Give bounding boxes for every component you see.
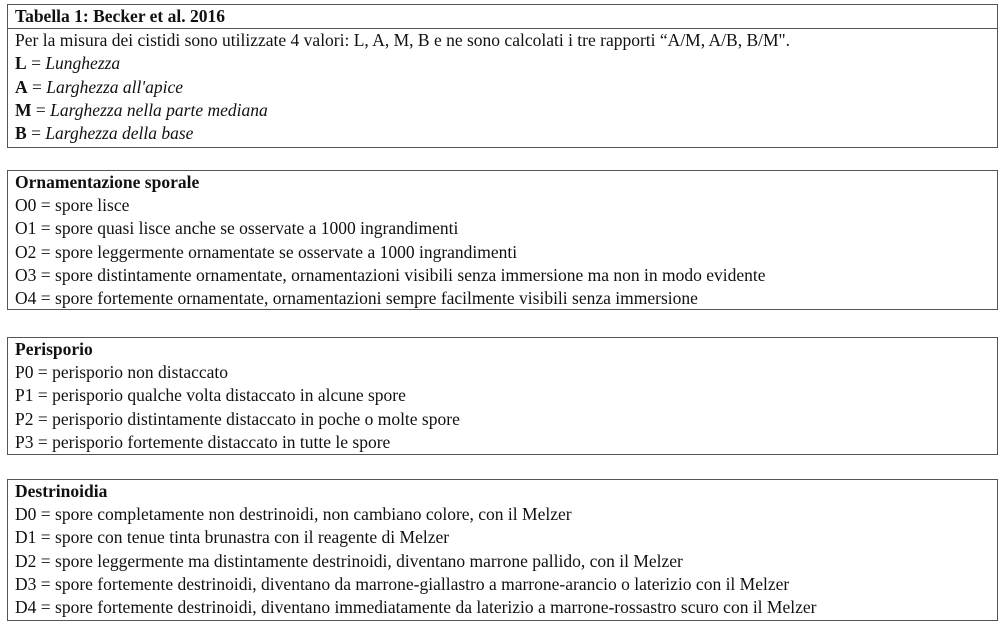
destrinoidia-box	[7, 479, 998, 621]
destrinoidia-title: Destrinoidia	[15, 481, 108, 501]
def-row-b	[8, 122, 997, 145]
destrinoidia-item-d0: D0 = spore completamente non destrinoidi, non cambiano colore, con il Melzer	[15, 504, 572, 525]
ornamentazione-title: Ornamentazione sporale	[15, 172, 200, 192]
perisporio-item-p1: P1 = perisporio qualche volta distaccato in alcune spore	[15, 385, 406, 406]
def-eq-m: =	[31, 99, 51, 120]
perisporio-item-p2: P2 = perisporio distintamente distaccato in poche o molte spore	[15, 408, 460, 429]
perisporio-item-p0: P0 = perisporio non distaccato	[15, 362, 229, 383]
destrinoidia-item-d2: D2 = spore leggermente ma distintamente destrinoidi, diventano marrone pallido, con il Melzer	[15, 550, 683, 571]
def-value-m: Larghezza nella parte mediana	[50, 99, 268, 120]
def-key-m: M	[15, 99, 32, 120]
ornamentazione-item-o0: O0 = spore lisce	[15, 195, 130, 216]
def-key-a: A	[15, 76, 28, 97]
def-row-a	[8, 76, 997, 99]
def-key-l: L	[15, 53, 27, 74]
def-value-a: Larghezza all'apice	[46, 76, 184, 97]
ornamentazione-item-o1: O1 = spore quasi lisce anche se osservate a 1000 ingrandimenti	[15, 218, 459, 239]
destrinoidia-item-d1: D1 = spore con tenue tinta brunastra con il reagente di Melzer	[15, 527, 450, 548]
perisporio-box	[7, 337, 998, 455]
destrinoidia-item-d4: D4 = spore fortemente destrinoidi, diventano immediatamente da laterizio a marrone-rossastro scuro con il Melzer	[15, 596, 817, 617]
ornamentazione-item-o3: O3 = spore distintamente ornamentate, ornamentazioni visibili senza immersione ma non in modo evidente	[15, 264, 766, 285]
perisporio-item-p3: P3 = perisporio fortemente distaccato in tutte le spore	[15, 431, 391, 452]
ornamentazione-box	[7, 170, 998, 310]
table-intro: Per la misura dei cistidi sono utilizzate 4 valori: L, A, M, B e ne sono calcolati i tre rapporti “A/M, A/B, B/M".	[15, 30, 791, 51]
ornamentazione-item-o2: O2 = spore leggermente ornamentate se osservate a 1000 ingrandimenti	[15, 241, 518, 262]
table-becker-box	[7, 4, 998, 148]
def-value-l: Lunghezza	[45, 53, 121, 74]
def-row-m	[8, 99, 997, 122]
ornamentazione-item-o4: O4 = spore fortemente ornamentate, ornamentazioni sempre facilmente visibili senza immersione	[15, 287, 698, 308]
def-row-l	[8, 52, 997, 75]
def-eq-b: =	[26, 122, 46, 143]
def-value-b: Larghezza della base	[45, 122, 194, 143]
def-eq-l: =	[26, 53, 46, 74]
destrinoidia-item-d3: D3 = spore fortemente destrinoidi, diventano da marrone-giallastro a marrone-arancio o laterizio con il Melzer	[15, 573, 790, 594]
perisporio-title: Perisporio	[15, 339, 93, 359]
table-title: Tabella 1: Becker et al. 2016	[8, 5, 997, 29]
def-eq-a: =	[27, 76, 47, 97]
def-key-b: B	[15, 122, 27, 143]
